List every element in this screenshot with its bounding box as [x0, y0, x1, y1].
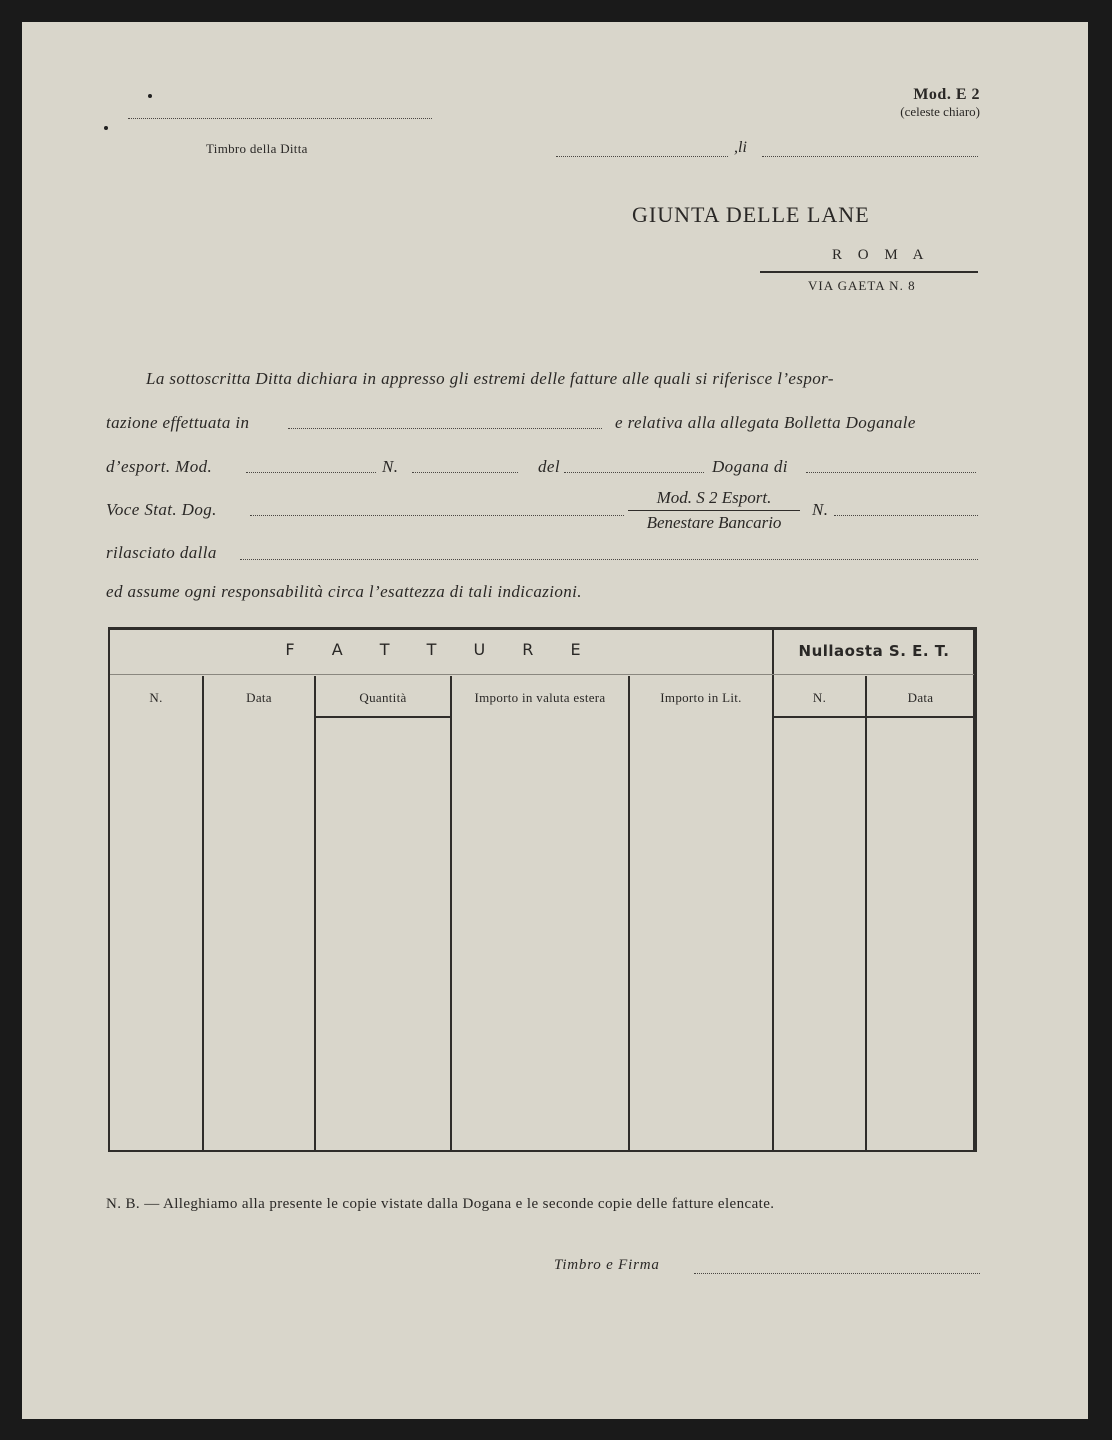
form-model-code: Mod. E 2	[913, 86, 980, 103]
staple-mark	[104, 126, 108, 130]
export-number-label: N.	[382, 457, 399, 476]
declaration-closing: ed assume ogni responsabilità circa l’esattezza di tali indicazioni.	[106, 582, 582, 601]
cell-invoice-number[interactable]	[110, 720, 202, 1150]
header-underline	[316, 716, 450, 718]
col-header-clearance-date: Data	[907, 690, 934, 705]
form-model-color: (celeste chiaro)	[900, 104, 980, 119]
nota-bene: N. B. — Alleghiamo alla presente le copie vistate dalla Dogana e le seconde copie delle fatture elencate.	[106, 1196, 775, 1212]
col-header-clearance-number: N.	[812, 690, 827, 705]
invoices-group-header: F A T T U R E	[285, 640, 597, 659]
document-number-field[interactable]	[834, 515, 978, 516]
export-number-field[interactable]	[412, 472, 518, 473]
header-underline	[774, 716, 974, 718]
address-divider	[760, 271, 978, 273]
addressee-name: GIUNTA DELLE LANE	[632, 202, 870, 227]
document-type-fraction	[628, 488, 800, 533]
addressee-street: VIA GAETA N. 8	[808, 278, 916, 293]
col-header-invoice-number: N.	[149, 690, 163, 705]
company-stamp-line[interactable]	[128, 118, 432, 119]
col-header-quantity: Quantità	[359, 690, 407, 705]
export-model-field[interactable]	[246, 472, 376, 473]
statistical-item-field[interactable]	[250, 515, 624, 516]
fraction-denominator: Benestare Bancario	[646, 513, 782, 532]
export-date-field[interactable]	[564, 472, 704, 473]
company-stamp-label: Timbro della Ditta	[206, 141, 308, 156]
declaration-line-1: La sottoscritta Ditta dichiara in appresso gli estremi delle fatture alle quali si riferisce l’espor-	[146, 369, 834, 388]
document-number-label: N.	[812, 500, 829, 519]
col-header-foreign-amount: Importo in valuta estera	[474, 690, 606, 705]
customs-office-label: Dogana di	[712, 457, 788, 476]
issued-by-field[interactable]	[240, 559, 978, 560]
clearance-group-header: Nullaosta S. E. T.	[798, 642, 950, 660]
header-divider	[110, 674, 974, 675]
staple-mark	[148, 94, 152, 98]
export-date-label: del	[538, 457, 560, 476]
addressee-city: R O M A	[832, 247, 930, 263]
declaration-line-2-label: tazione effettuata in	[106, 413, 250, 432]
cell-lire-amount[interactable]	[630, 720, 772, 1150]
declaration-line-2-end: e relativa alla allegata Bolletta Doganale	[615, 413, 916, 432]
issued-by-label: rilasciato dalla	[106, 543, 217, 562]
col-header-lire-amount: Importo in Lit.	[660, 690, 742, 705]
stamp-signature-label: Timbro e Firma	[554, 1257, 660, 1273]
export-period-field[interactable]	[288, 428, 602, 429]
col-header-invoice-date: Data	[246, 690, 272, 705]
cell-foreign-amount[interactable]	[452, 720, 628, 1150]
place-field[interactable]	[556, 156, 728, 157]
cell-quantity[interactable]	[316, 720, 450, 1150]
customs-office-field[interactable]	[806, 472, 976, 473]
form-sheet	[22, 22, 1088, 1419]
cell-clearance-date[interactable]	[867, 720, 974, 1150]
cell-clearance-number[interactable]	[774, 720, 865, 1150]
date-field[interactable]	[762, 156, 978, 157]
date-separator-label: ,li	[734, 139, 747, 156]
stamp-signature-field[interactable]	[694, 1273, 980, 1274]
fraction-numerator: Mod. S 2 Esport.	[628, 488, 800, 511]
export-model-label: d’esport. Mod.	[106, 457, 213, 476]
cell-invoice-date[interactable]	[204, 720, 314, 1150]
statistical-item-label: Voce Stat. Dog.	[106, 500, 217, 519]
